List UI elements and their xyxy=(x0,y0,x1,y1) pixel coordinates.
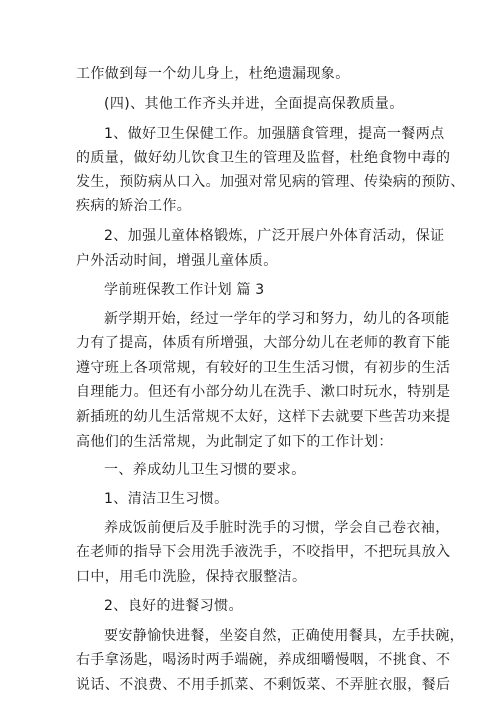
text-line: 2、良好的进餐习惯。 xyxy=(104,598,243,614)
text-line: 发生，预防病从口入。加强对常见病的管理、传染病的预防、 xyxy=(76,174,465,190)
text-line: (四)、其他工作齐头并进，全面提高保教质量。 xyxy=(104,96,404,112)
text-line: 的质量，做好幼儿饮食卫生的管理及监督，杜绝食物中毒的 xyxy=(76,150,451,166)
text-line: 工作做到每一个幼儿身上，杜绝遗漏现象。 xyxy=(76,66,350,82)
text-line: 2、加强儿童体格锻炼，广泛开展户外体育活动，保证 xyxy=(104,228,445,244)
text-line: 新插班的幼儿生活常规不太好，这样下去就要下些苦功来提 xyxy=(76,409,451,425)
text-line: 养成饭前便后及手脏时洗手的习惯，学会自己卷衣袖， xyxy=(104,520,450,536)
text-line: 户外活动时间，增强儿童体质。 xyxy=(76,253,278,269)
text-line: 说话、不浪费、不用手抓菜、不剩饭菜、不弄脏衣服，餐后 xyxy=(76,677,451,693)
text-line: 右手拿汤匙，喝汤时两手端碗，养成细嚼慢咽，不挑食、不 xyxy=(76,652,451,668)
text-line: 在老师的指导下会用洗手液洗手，不咬指甲，不把玩具放入 xyxy=(76,544,451,560)
text-line: 一、养成幼儿卫生习惯的要求。 xyxy=(104,462,306,478)
text-line: 口中，用毛巾洗脸，保持衣服整洁。 xyxy=(76,569,307,585)
text-line: 1、做好卫生保健工作。加强膳食管理，提高一餐两点 xyxy=(104,126,445,142)
section-title: 学前班保教工作计划 篇 3 xyxy=(104,282,265,298)
text-line: 要安静愉快进餐，坐姿自然，正确使用餐具，左手扶碗， xyxy=(104,628,464,644)
text-line: 遵守班上各项常规，有较好的卫生生活习惯，有初步的生活 xyxy=(76,360,451,376)
text-line: 新学期开始，经过一学年的学习和努力，幼儿的各项能 xyxy=(104,311,450,327)
text-line: 力有了提高，体质有所增强，大部分幼儿在老师的教育下能 xyxy=(76,335,451,351)
text-line: 高他们的生活常规，为此制定了如下的工作计划： xyxy=(76,434,393,450)
text-line: 1、清洁卫生习惯。 xyxy=(104,491,229,507)
text-line: 疾病的矫治工作。 xyxy=(76,198,192,214)
text-line: 自理能力。但还有小部分幼儿在洗手、漱口时玩水，特别是 xyxy=(76,384,451,400)
